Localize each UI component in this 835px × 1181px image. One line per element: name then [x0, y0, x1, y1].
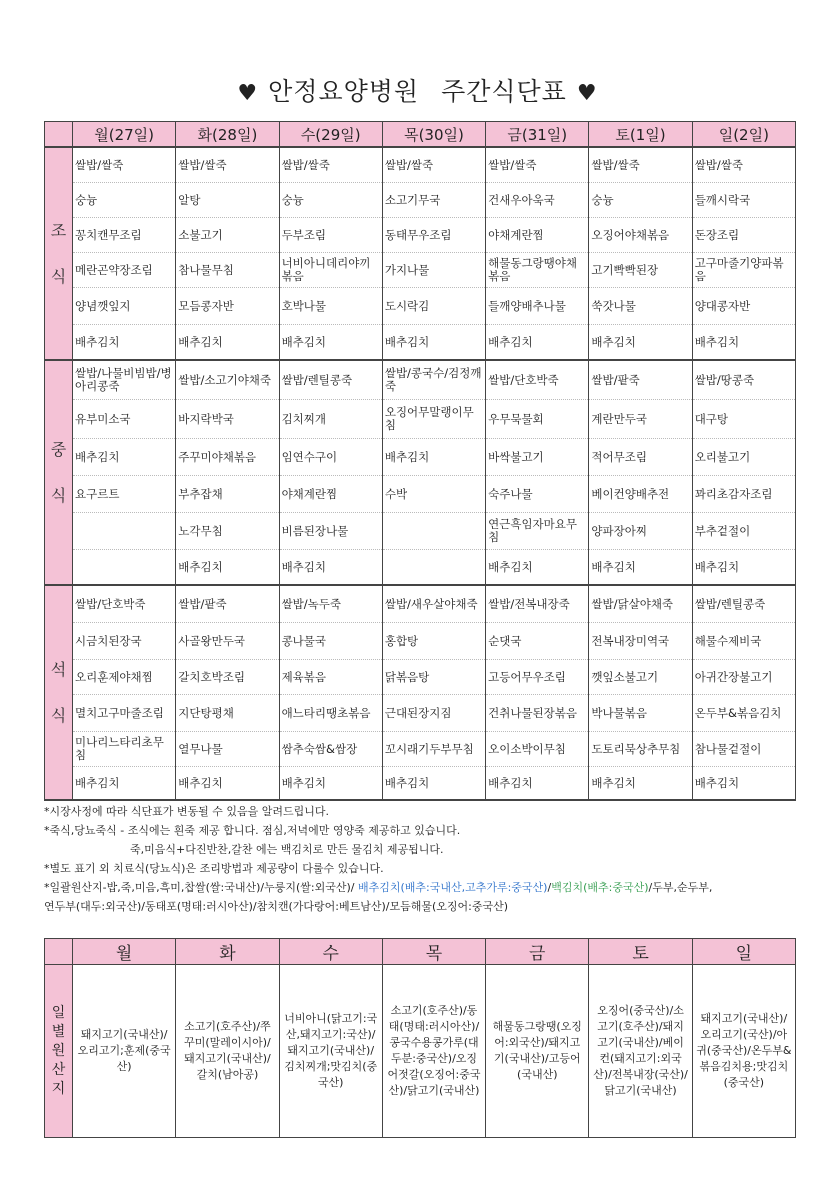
menu-item: 쌀밥/쌀죽	[280, 148, 382, 183]
day-header: 토(1일)	[589, 122, 692, 148]
menu-cell	[486, 360, 589, 585]
menu-item: 배추김치	[384, 775, 430, 790]
menu-cell	[382, 585, 485, 800]
note-line: *별도 표기 외 치료식(당뇨식)은 조리방법과 제공량이 다룰수 있습니다.	[44, 862, 384, 875]
menu-item: 적어무조림	[589, 439, 691, 476]
menu-item: 배추김치	[591, 775, 636, 790]
menu-item: 닭볶음탕	[383, 660, 485, 695]
menu-item: 쌀밥/쌀죽	[383, 148, 485, 183]
menu-item: 양대콩자반	[693, 288, 795, 325]
menu-cell	[589, 360, 692, 585]
heart-icon: ♥	[237, 81, 259, 106]
menu-item: 배추김치	[178, 775, 223, 790]
day-header: 수(29일)	[279, 122, 382, 148]
menu-item: 소불고기	[176, 218, 278, 253]
day-header: 목(30일)	[382, 122, 485, 148]
menu-item: 꽁치캔무조림	[73, 218, 175, 253]
note-line: *시장사정에 따라 식단표가 변동될 수 있음을 알려드립니다.	[44, 805, 329, 818]
heart-icon: ♥	[576, 81, 598, 106]
menu-item: 두부조림	[280, 218, 382, 253]
menu-cell	[382, 360, 485, 585]
menu-item: 오징어무말랭이무침	[383, 400, 485, 439]
menu-item: 참나물겉절이	[693, 732, 795, 767]
menu-item: 오이소박이무침	[486, 732, 588, 767]
menu-item: 갈치호박조림	[176, 660, 278, 695]
menu-item: 도토리묵상추무침	[589, 732, 691, 767]
origin-cell: 너비아니(닭고기:국산,돼지고기:국산)/돼지고기(국내산)/김치찌개;맛김치(중국산)	[279, 965, 382, 1138]
menu-item: 바싹불고기	[486, 439, 588, 476]
menu-item: 온두부&볶음김치	[693, 695, 795, 732]
menu-item: 너비아니데리야끼볶음	[280, 253, 382, 288]
menu-item: 꽈리초감자조림	[693, 476, 795, 513]
note-line: 연두부(대두:외국산)/동태포(명태:러시아산)/참치캔(가다랑어:베트남산)/모듬해물(오징어:중국산)	[44, 900, 509, 913]
menu-item: 숭늉	[73, 183, 175, 218]
menu-item: 메란곤약장조림	[73, 253, 175, 288]
menu-item: 양파장아찌	[589, 513, 691, 550]
menu-item: 베이컨양배추전	[589, 476, 691, 513]
title-hospital: 안정요양병원	[268, 77, 420, 106]
menu-item: 해물동그랑땡야채볶음	[486, 253, 588, 288]
menu-item: 배추김치	[75, 334, 120, 349]
menu-item	[73, 513, 175, 550]
meal-row	[45, 360, 796, 585]
menu-item: 바지락박국	[176, 400, 278, 439]
menu-item: 숭늉	[589, 183, 691, 218]
menu-item: 쌀밥/쌀죽	[176, 148, 278, 183]
menu-item: 쌀밥/전복내장죽	[486, 586, 588, 623]
day-header: 일(2일)	[692, 122, 795, 148]
menu-item: 배추김치	[384, 334, 430, 349]
menu-item: 알탕	[176, 183, 278, 218]
meal-row	[45, 585, 796, 800]
menu-item: 쌀밥/렌틸콩죽	[280, 361, 382, 400]
menu-item: 배추김치	[178, 334, 223, 349]
menu-item: 오리훈제야채찜	[73, 660, 175, 695]
note-line-origin	[44, 878, 804, 897]
menu-item: 모듬콩자반	[176, 288, 278, 325]
note-white-kimchi-origin: 백김치(배추:중국산)	[551, 881, 649, 894]
menu-item: 고등어무우조림	[486, 660, 588, 695]
origin-cell: 돼지고기(국내산)/오리고기(국산)/아귀(중국산)/온두부&볶음김치용;맛김치(중국산)	[692, 965, 795, 1138]
menu-item: 참나물무침	[176, 253, 278, 288]
menu-item: 쌀밥/쌀죽	[589, 148, 691, 183]
menu-item: 박나물볶음	[589, 695, 691, 732]
menu-item: 쌀밥/쌀죽	[486, 148, 588, 183]
corner-cell	[45, 939, 73, 965]
menu-item: 배추김치	[488, 559, 533, 574]
menu-cell	[73, 360, 176, 585]
menu-item: 멸치고구마줄조림	[73, 695, 175, 732]
origin-day-header: 금	[486, 939, 589, 965]
corner-cell	[45, 122, 73, 148]
menu-item: 배추김치	[488, 775, 533, 790]
menu-item: 애느타리땡초볶음	[280, 695, 382, 732]
menu-item: 지단탕평채	[176, 695, 278, 732]
menu-item	[383, 513, 485, 550]
menu-cell	[692, 147, 795, 360]
day-header: 화(28일)	[176, 122, 279, 148]
menu-item: 고구마줄기양파볶음	[693, 253, 795, 288]
note-kimchi-origin: 배추김치(배추:국내산,고추가루:중국산)	[357, 881, 548, 894]
menu-cell	[279, 147, 382, 360]
menu-item: 들깨시락국	[693, 183, 795, 218]
menu-cell	[176, 585, 279, 800]
menu-item: 쑥갓나물	[589, 288, 691, 325]
origin-cell: 오징어(중국산)/소고기(호주산)/돼지고기(국내산)/베이컨(돼지고기:외국산)/전복내장(국산)/닭고기(국내산)	[589, 965, 692, 1138]
origin-label: 일 별 원 산 지	[45, 965, 73, 1138]
menu-item: 쌀밥/땅콩죽	[693, 361, 795, 400]
menu-item: 배추김치	[281, 559, 326, 574]
menu-cell	[279, 585, 382, 800]
menu-item: 배추김치	[694, 559, 740, 574]
menu-item: 쌀밥/단호박죽	[486, 361, 588, 400]
menu-item: 건새우아욱국	[486, 183, 588, 218]
menu-item: 김치찌개	[280, 400, 382, 439]
menu-cell	[692, 360, 795, 585]
meal-row	[45, 147, 796, 360]
menu-item: 배추김치	[178, 559, 223, 574]
title-menu: 주간식단표	[441, 77, 567, 106]
menu-cell	[176, 360, 279, 585]
menu-item: 쌈추숙쌈&쌈장	[280, 732, 382, 767]
origin-day-header: 목	[382, 939, 485, 965]
menu-item: 계란만두국	[589, 400, 691, 439]
menu-item: 수박	[383, 476, 485, 513]
origin-header-row	[45, 939, 796, 965]
menu-item: 노각무침	[176, 513, 278, 550]
menu-item: 부추겉절이	[693, 513, 795, 550]
menu-item: 고기빡빡된장	[589, 253, 691, 288]
menu-item: 쌀밥/소고기야채죽	[176, 361, 278, 400]
menu-item: 배추김치	[281, 775, 326, 790]
menu-item: 요구르트	[73, 476, 175, 513]
menu-item: 쌀밥/쌀죽	[693, 148, 795, 183]
meal-label: 조 식	[45, 147, 73, 360]
menu-cell	[73, 585, 176, 800]
menu-item: 전복내장미역국	[589, 623, 691, 660]
menu-item: 사골왕만두국	[176, 623, 278, 660]
note-text: *일괄원산지-밥,죽,미음,흑미,찹쌀(쌀:국내산)/누룽지(쌀:외국산)/	[44, 881, 358, 894]
menu-item: 양념깻잎지	[73, 288, 175, 325]
origin-day-header: 토	[589, 939, 692, 965]
menu-item: 쌀밥/나물비빔밥/병아리콩죽	[73, 361, 175, 400]
menu-item: 쌀밥/단호박죽	[73, 586, 175, 623]
menu-item: 호박나물	[280, 288, 382, 325]
menu-item: 대구탕	[693, 400, 795, 439]
menu-item: 도시락김	[383, 288, 485, 325]
menu-cell	[486, 147, 589, 360]
note-text: /	[547, 881, 552, 894]
menu-item: 동태무우조림	[383, 218, 485, 253]
origin-cell: 소고기(호주산)/쭈꾸미(말레이시아)/돼지고기(국내산)/갈치(남아공)	[176, 965, 279, 1138]
menu-item: 깻잎소불고기	[589, 660, 691, 695]
menu-item: 홍합탕	[383, 623, 485, 660]
menu-item: 쌀밥/콩국수/검정깨죽	[383, 361, 485, 400]
menu-item: 돈장조림	[693, 218, 795, 253]
menu-item: 야채계란찜	[280, 476, 382, 513]
menu-item: 배추김치	[591, 559, 636, 574]
menu-cell	[382, 147, 485, 360]
menu-item: 오리불고기	[693, 439, 795, 476]
menu-item: 해물수제비국	[693, 623, 795, 660]
menu-item: 배추김치	[383, 439, 485, 476]
menu-item: 연근흑임자마요무침	[486, 513, 588, 550]
origin-day-header: 월	[73, 939, 176, 965]
menu-item: 배추김치	[75, 775, 120, 790]
menu-cell	[589, 147, 692, 360]
origin-cell: 소고기(호주산)/동태(명태:러시아산)/콩국수용콩가루(대두분:중국산)/오징어젓갈(오징어:중국산)/닭고기(국내산)	[382, 965, 485, 1138]
menu-item: 가지나물	[383, 253, 485, 288]
menu-cell	[589, 585, 692, 800]
menu-item: 배추김치	[694, 775, 740, 790]
page-title	[0, 72, 835, 108]
menu-item	[73, 550, 175, 584]
origin-cell: 돼지고기(국내산)/오리고기;훈제(중국산)	[73, 965, 176, 1138]
menu-item: 숭늉	[280, 183, 382, 218]
menu-item: 비름된장나물	[280, 513, 382, 550]
menu-item: 유부미소국	[73, 400, 175, 439]
menu-cell	[692, 585, 795, 800]
menu-item: 쌀밥/렌틸콩죽	[693, 586, 795, 623]
note-line: 죽,미음식+다진반찬,갈찬 에는 백김치로 만든 물김치 제공됩니다.	[130, 843, 444, 856]
menu-item: 주꾸미야채볶음	[176, 439, 278, 476]
origin-day-header: 화	[176, 939, 279, 965]
menu-item: 시금치된장국	[73, 623, 175, 660]
menu-item: 야채계란찜	[486, 218, 588, 253]
menu-item: 쌀밥/닭살야채죽	[589, 586, 691, 623]
menu-item: 쌀밥/팥죽	[589, 361, 691, 400]
menu-item: 배추김치	[591, 334, 636, 349]
menu-item: 근대된장지짐	[383, 695, 485, 732]
menu-item: 열무나물	[176, 732, 278, 767]
menu-cell	[279, 360, 382, 585]
menu-item: 미나리느타리초무침	[73, 732, 175, 767]
menu-cell	[486, 585, 589, 800]
menu-item: 임연수구이	[280, 439, 382, 476]
menu-item: 배추김치	[73, 439, 175, 476]
menu-item: 숙주나물	[486, 476, 588, 513]
menu-item: 쌀밥/팥죽	[176, 586, 278, 623]
menu-item: 배추김치	[488, 334, 533, 349]
origin-body-row	[45, 965, 796, 1138]
day-header: 월(27일)	[73, 122, 176, 148]
menu-item: 건취나물된장볶음	[486, 695, 588, 732]
daily-origin-table	[44, 938, 796, 1138]
menu-item: 배추김치	[694, 334, 740, 349]
menu-item: 아귀간장불고기	[693, 660, 795, 695]
menu-item: 우무묵물회	[486, 400, 588, 439]
day-header-row	[45, 122, 796, 148]
origin-day-header: 수	[279, 939, 382, 965]
menu-item: 순댓국	[486, 623, 588, 660]
menu-item: 소고기무국	[383, 183, 485, 218]
weekly-menu-table	[44, 121, 796, 801]
menu-item: 꼬시래기두부무침	[383, 732, 485, 767]
menu-item: 콩나물국	[280, 623, 382, 660]
note-text: /두부,순두부,	[648, 881, 713, 894]
menu-item: 제육볶음	[280, 660, 382, 695]
origin-cell: 해물동그랑땡(오징어:외국산)/돼지고기(국내산)/고등어(국내산)	[486, 965, 589, 1138]
notes	[44, 802, 804, 916]
note-line: *죽식,당뇨죽식 - 조식에는 흰죽 제공 합니다. 점심,저녁에만 영양죽 제공하고 있습니다.	[44, 824, 461, 837]
day-header: 금(31일)	[486, 122, 589, 148]
menu-item: 배추김치	[281, 334, 326, 349]
menu-item: 들깨양배추나물	[486, 288, 588, 325]
menu-item: 부추잡채	[176, 476, 278, 513]
origin-day-header: 일	[692, 939, 795, 965]
menu-cell	[176, 147, 279, 360]
menu-item: 쌀밥/쌀죽	[73, 148, 175, 183]
meal-label: 중 식	[45, 360, 73, 585]
menu-cell	[73, 147, 176, 360]
menu-item: 쌀밥/녹두죽	[280, 586, 382, 623]
menu-item: 쌀밥/새우살야채죽	[383, 586, 485, 623]
menu-item: 오징어야채볶음	[589, 218, 691, 253]
menu-item	[383, 550, 485, 584]
meal-label: 석 식	[45, 585, 73, 800]
